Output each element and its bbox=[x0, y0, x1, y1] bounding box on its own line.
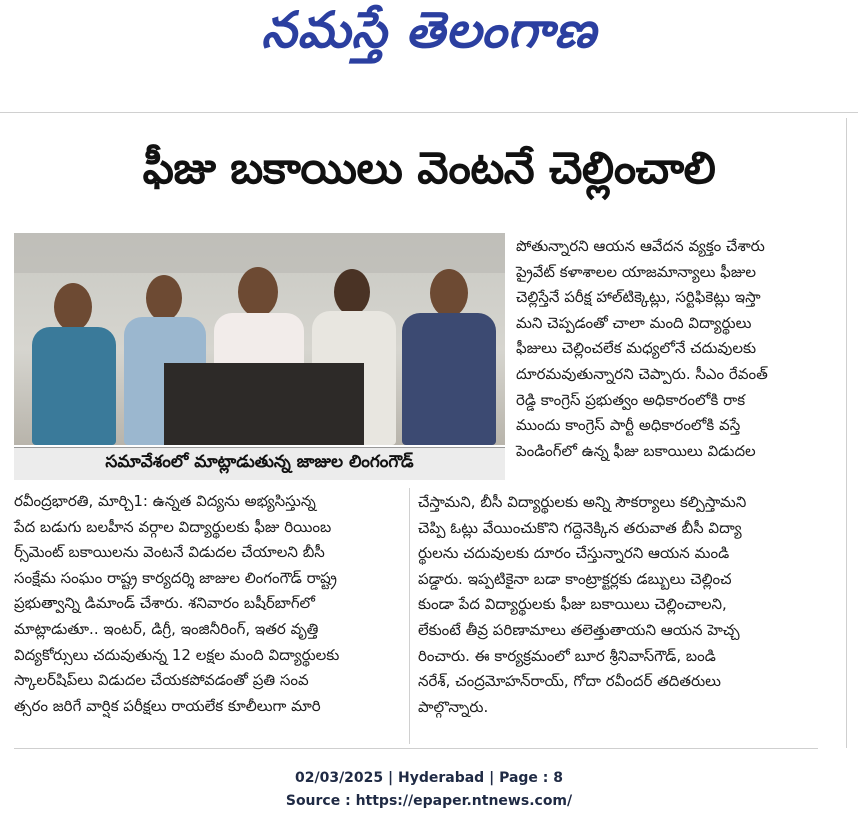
text-line: ఫీజులు చెల్లించలేక మధ్యలోనే చదువులకు bbox=[516, 339, 757, 358]
source-link[interactable]: Source : https://epaper.ntnews.com/ bbox=[285, 793, 573, 809]
text-line: సంక్షేమ సంఘం రాష్ట్ర కార్యదర్శి జాజుల లింగంగౌడ్ రాష్ట్ర bbox=[14, 568, 337, 587]
text-line: స్కాలర్‌షిప్‌లు విడుదల చేయకపోవడంతో ప్రతి సంవ bbox=[14, 671, 309, 690]
text-line: ముందు కాంగ్రెస్ పార్టీ అధికారంలోకి వస్తే bbox=[516, 416, 741, 435]
bottom-divider bbox=[14, 748, 818, 749]
edition-info: 02/03/2025 | Hyderabad | Page : 8 bbox=[294, 770, 564, 786]
text-line: పేద బడుగు బలహీన వర్గాల విద్యార్థులకు ఫీజు రియింబ bbox=[14, 517, 332, 536]
column-divider bbox=[409, 488, 410, 744]
text-line: దూరమవుతున్నారని చెప్పారు. సీఎం రేవంత్ bbox=[516, 364, 768, 383]
article-column-left bbox=[14, 489, 406, 719]
text-line: రవీంద్రభారతి, మార్చి1: ఉన్నత విద్యను అభ్యసిస్తున్న bbox=[14, 492, 316, 510]
text-line: మని చెప్పడంతో చాలా మంది విద్యార్థులు bbox=[516, 313, 752, 332]
photo-caption: సమావేశంలో మాట్లాడుతున్న జాజుల లింగంగౌడ్ bbox=[14, 447, 505, 480]
text-line: ర్స్‌మెంట్ బకాయిలను వెంటనే విడుదల చేయాలని బీసీ bbox=[14, 543, 325, 562]
top-divider bbox=[0, 112, 858, 113]
article-column-right-top bbox=[516, 234, 846, 464]
text-line: లేకుంటే తీవ్ర పరిణామాలు తలెత్తుతాయని ఆయన హెచ్చ bbox=[418, 620, 740, 639]
text-line: చెప్పి ఓట్లు వేయించుకొని గద్దెనెక్కిన తరువాత బీసీ విద్యా bbox=[418, 518, 742, 537]
text-line: విద్యకోర్సులు చదువుతున్న 12 లక్షల మంది విద్యార్థులకు bbox=[14, 645, 340, 664]
text-line: త్సరం జరిగే వార్షిక పరీక్షలు రాయలేక కూలీలుగా మారి bbox=[14, 696, 321, 715]
text-line: నరేశ్, చంద్రమోహన్‌రాయ్, గోదా రవీందర్ తదితరులు bbox=[418, 672, 721, 691]
text-line: ప్రభుత్వాన్ని డిమాండ్ చేశారు. శనివారం బషీర్‌బాగ్‌లో bbox=[14, 594, 315, 613]
text-line: కుండా పేద విద్యార్థులకు ఫీజు బకాయిలు చెల్లించాలని, bbox=[418, 595, 727, 614]
masthead-logo: నమస్తే తెలంగాణ bbox=[261, 0, 597, 59]
text-line: ప్రైవేట్ కళాశాలల యాజమాన్యాలు ఫీజుల bbox=[516, 262, 756, 281]
text-line: రెడ్డి కాంగ్రెస్ ప్రభుత్వం అధికారంలోకి రాక bbox=[516, 390, 746, 409]
text-line: ర్థులను చదువులకు దూరం చేస్తున్నారని ఆయన మండి bbox=[418, 544, 730, 563]
article-photo bbox=[14, 233, 505, 445]
text-line: పెండింగ్‌లో ఉన్న ఫీజు బకాయిలు విడుదల bbox=[516, 441, 756, 460]
right-border bbox=[846, 118, 847, 748]
text-line: చేస్తామని, బీసీ విద్యార్థులకు అన్ని సౌకర్యాలు కల్పిస్తామని bbox=[418, 493, 747, 511]
text-line: పాల్గొన్నారు. bbox=[418, 697, 489, 716]
text-line: చెల్లిస్తేనే పరీక్ష హాల్‌టిక్కెట్లు, సర్టిఫికెట్లు ఇస్తా bbox=[516, 288, 761, 307]
article-column-right-bottom bbox=[418, 490, 818, 720]
text-line: పోతున్నారని ఆయన ఆవేదన వ్యక్తం చేశారు bbox=[516, 237, 765, 255]
text-line: రించారు. ఈ కార్యక్రమంలో బూర శ్రీనివాస్‌గౌడ్, బండి bbox=[418, 646, 716, 665]
text-line: పడ్డారు. ఇప్పటికైనా బడా కాంట్రాక్టర్లకు డబ్బులు చెల్లించ bbox=[418, 569, 732, 588]
article-headline: ఫీజు బకాయిలు వెంటనే చెల్లించాలి bbox=[142, 143, 716, 194]
text-line: మాట్లాడుతూ.. ఇంటర్, డిగ్రీ, ఇంజినీరింగ్, ఇతర వృత్తి bbox=[14, 619, 319, 638]
